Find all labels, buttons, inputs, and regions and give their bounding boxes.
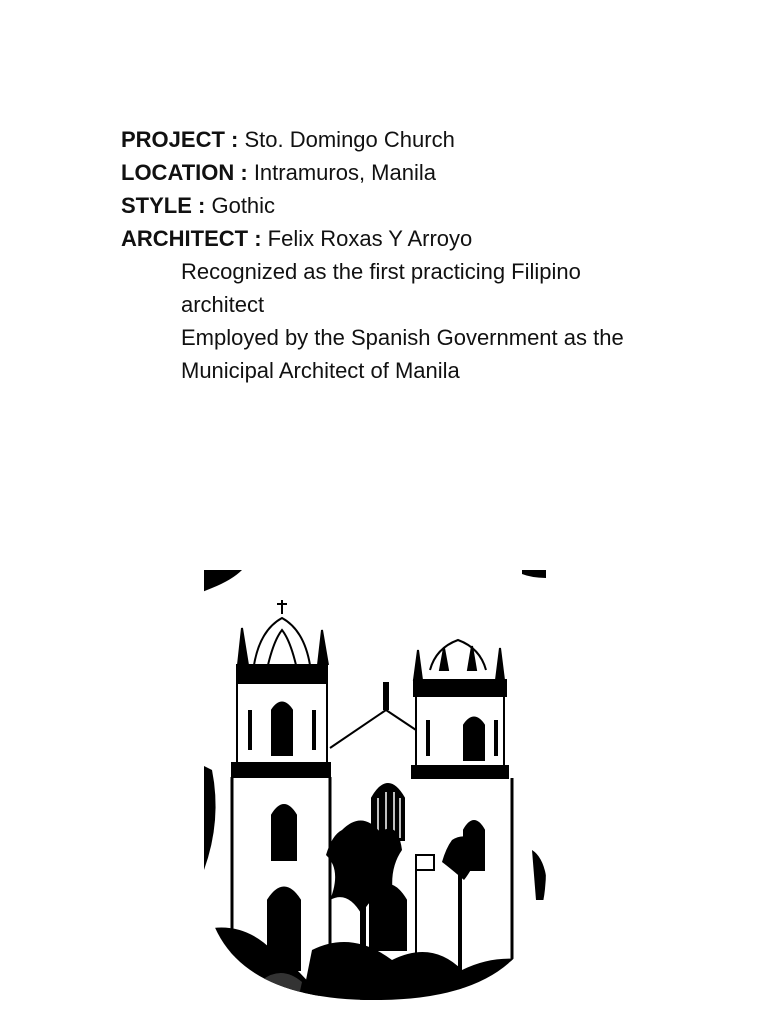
location-row [121, 156, 681, 189]
church-photo [202, 570, 548, 1000]
project-label: PROJECT : [121, 127, 239, 152]
architect-note-2: Employed by the Spanish Government as the Municipal Architect of Manila [181, 325, 624, 383]
project-row [121, 123, 681, 156]
architect-note-1: Recognized as the first practicing Filipino architect [181, 259, 581, 317]
style-row [121, 189, 681, 222]
project-info [121, 123, 681, 387]
style-value: Gothic [211, 193, 276, 218]
left-tower [232, 600, 330, 990]
location-label: LOCATION : [121, 160, 248, 185]
style-label: STYLE : [121, 193, 206, 218]
architect-row [121, 222, 681, 255]
project-value: Sto. Domingo Church [244, 127, 455, 152]
architect-label: ARCHITECT : [121, 226, 262, 251]
location-value: Intramuros, Manila [253, 160, 436, 185]
architect-value: Felix Roxas Y Arroyo [267, 226, 473, 251]
